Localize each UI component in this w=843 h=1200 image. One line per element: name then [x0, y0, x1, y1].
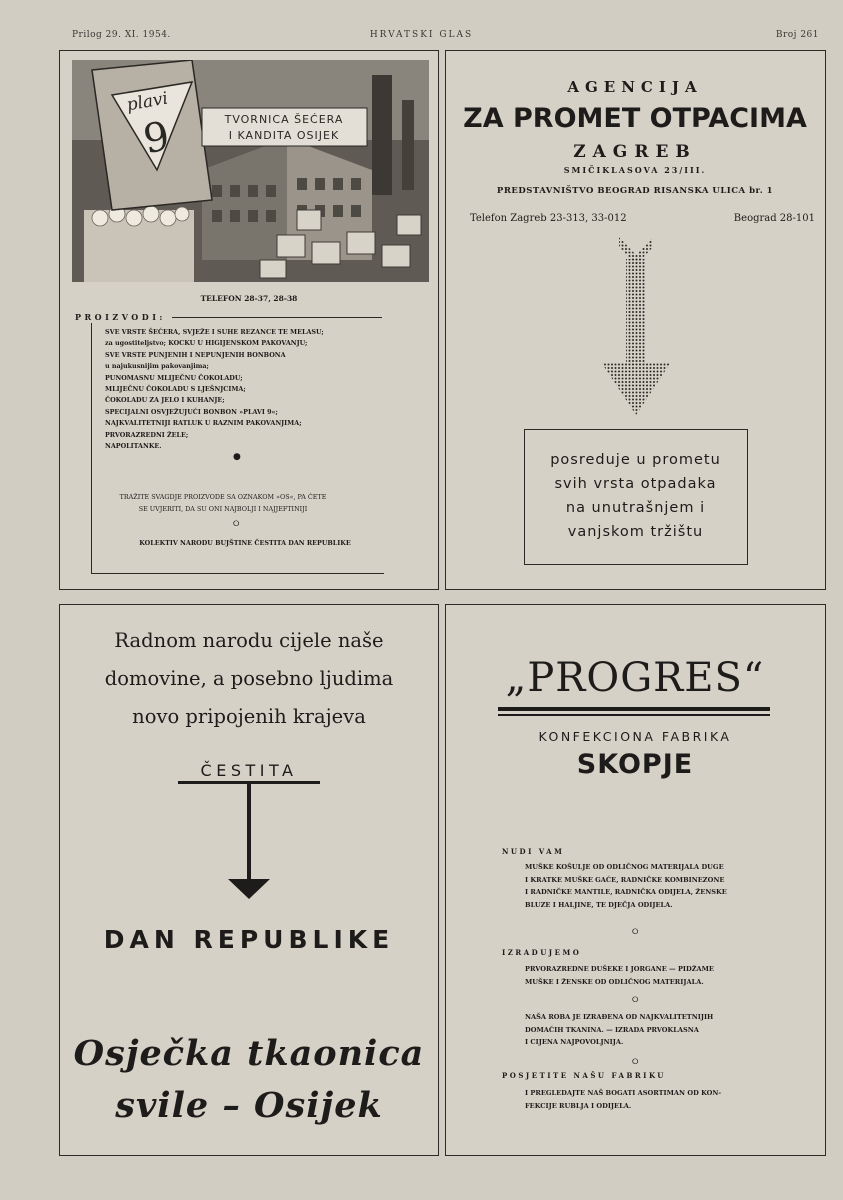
progres-ad — [445, 604, 826, 1156]
product-list — [105, 327, 385, 452]
phone-zagreb: Telefon Zagreb 23-313, 33-012 — [470, 213, 627, 224]
section-heading: POSJETITE NAŠU FABRIKU — [502, 1071, 666, 1080]
services-line: vanjskom tržištu — [567, 524, 704, 540]
section-heading: NUDI VAM — [502, 847, 565, 856]
section-heading: IZRADUJEMO — [502, 948, 582, 957]
text-line: MUŠKE I ŽENSKE OD ODLIČNOG MATERIJALA. — [525, 977, 704, 986]
brand-logo-text: plavi — [125, 88, 170, 116]
section-text — [525, 963, 815, 988]
phone-beograd: Beograd 28-101 — [733, 213, 815, 224]
product-item: SVE VRSTE PUNJENIH I NEPUNJENIH BONBONA — [105, 350, 286, 359]
services-line: svih vrsta otpadaka — [554, 476, 717, 492]
section-text — [525, 861, 815, 911]
product-item: MLIJEČNU ČOKOLADU S LJEŠNJCIMA; — [105, 385, 246, 394]
product-item: PRVORAZREDNI ŽELE; — [105, 430, 189, 439]
silk-factory-ad — [59, 604, 439, 1156]
agency-subtitle: ZA PROMET OTPACIMA — [463, 103, 807, 134]
brand-logo-number: 9 — [139, 113, 174, 164]
t-arrow-icon — [178, 781, 320, 901]
factory-sign-line2: I KANDITA OSIJEK — [228, 129, 340, 142]
text-line: NAŠA ROBA JE IZRAĐENA OD NAJKVALITETNIJIH — [525, 1013, 714, 1021]
ring-ornament-icon: ⭘ — [632, 927, 639, 936]
factory-photo — [72, 60, 429, 282]
logo-rule — [498, 707, 770, 711]
greeting-line: novo pripojenih krajeva — [132, 705, 366, 728]
text-line: MUŠKE KOŠULJE OD ODLIČNOG MATERIJALA DUGE — [525, 863, 724, 871]
section-text — [525, 1087, 815, 1112]
greeting-line: domovine, a posebno ljudima — [104, 667, 394, 690]
text-line: I KRATKE MUŠKE GAĆE, RADNIČKE KOMBINEZONE — [525, 875, 725, 884]
text-line: I PREGLEDAJTE NAŠ BOGATI ASORTIMAN OD KON- — [525, 1089, 722, 1097]
text-line: I RADNIČKE MANTILE, RADNIČKA ODIJELA, ŽENSKE — [525, 888, 727, 896]
down-arrow-icon — [586, 237, 686, 417]
product-item: SVE VRSTE ŠEĆERA, SVJEŽE I SUHE REZANCE TE MELASU; — [105, 328, 324, 336]
text-line: I CIJENA NAJPOVOLJNIJA. — [525, 1038, 624, 1046]
product-item: SPECIJALNI OSVJEŽUJUĆI BONBON »PLAVI 9«; — [105, 407, 278, 416]
text-line: BLUZE I HALJINE, TE DJEČJA ODIJELA. — [525, 900, 673, 909]
product-item: NAPOLITANKE. — [105, 442, 162, 451]
agency-title: AGENCIJA — [567, 78, 703, 96]
ring-ornament-icon: ⭘ — [632, 1057, 639, 1066]
cestita-word: ČESTITA — [200, 761, 298, 780]
factory-type: KONFEKCIONA FABRIKA — [538, 729, 732, 744]
section-text — [525, 1011, 815, 1049]
bullet-dot-icon: ● — [233, 452, 241, 462]
collective-greeting: KOLEKTIV NARODU BUJŠTINE ČESTITA DAN REPUBLIKE — [139, 539, 351, 547]
product-item: PUNOMASNU MLIJEČNU ČOKOLADU; — [105, 373, 243, 382]
services-line: na unutrašnjem i — [565, 500, 706, 516]
newspaper-title: HRVATSKI GLAS — [369, 30, 474, 40]
product-item: ČOKOLADU ZA JELO I KUHANJE; — [105, 396, 225, 405]
product-item: u najukusnijim pakovanjima; — [105, 362, 209, 371]
text-line: PRVORAZREDNE DUŠEKE I JORGANE — PIDŽAME — [525, 965, 714, 973]
buy-note-line1: TRAŽITE SVAGDJE PROIZVODE SA OZNAKOM »OS«, PA ĆETE — [119, 493, 327, 501]
ring-ornament-icon: ⭘ — [233, 519, 240, 528]
services-box — [524, 429, 748, 565]
buy-note-line2: SE UVJERITI, DA SU ONI NAJBOLJI I NAJJEFTINIJI — [138, 505, 308, 513]
company-name-line2: svile – Osijek — [115, 1085, 383, 1126]
company-name-line1: Osječka tkaonica — [73, 1033, 425, 1074]
services-line: posreduje u prometu — [550, 452, 721, 468]
greeting-line: Radnom narodu cijele naše — [114, 629, 384, 652]
product-item: za ugostiteljstvo; KOCKU U HIGIJENSKOM PAKOVANJU; — [105, 339, 308, 348]
waste-agency-ad — [445, 50, 826, 590]
products-label: PROIZVODI: — [75, 312, 166, 322]
progres-logo: „PROGRES“ — [505, 655, 765, 701]
belgrade-office: PREDSTAVNIŠTVO BEOGRAD RISANSKA ULICA br. 1 — [496, 186, 774, 196]
dan-republike-title: DAN REPUBLIKE — [103, 925, 395, 954]
factory-city: SKOPJE — [576, 749, 694, 780]
page-header-date: Prilog 29. XI. 1954. — [72, 30, 171, 40]
buy-note — [68, 491, 378, 515]
factory-illustration — [72, 60, 429, 282]
factory-telephone: TELEFON 28-37, 28-38 — [200, 294, 298, 303]
sugar-factory-ad — [59, 50, 439, 590]
agency-city: ZAGREB — [573, 142, 697, 162]
issue-number: Broj 261 — [775, 30, 819, 40]
text-line: DOMAĆIH TKANINA. — IZRADA PRVOKLASNA — [525, 1025, 699, 1034]
logo-rule — [498, 714, 770, 716]
factory-sign-line1: TVORNICA ŠEĆERA — [224, 113, 344, 126]
ring-ornament-icon: ⭘ — [632, 995, 639, 1004]
text-line: FEKCIJE RUBLJA I ODIJELA. — [525, 1101, 632, 1110]
product-item: NAJKVALITETNIJI RATLUK U RAZNIM PAKOVANJIMA; — [105, 419, 302, 428]
agency-address: SMIČIKLASOVA 23/III. — [563, 165, 707, 175]
divider — [172, 317, 382, 318]
